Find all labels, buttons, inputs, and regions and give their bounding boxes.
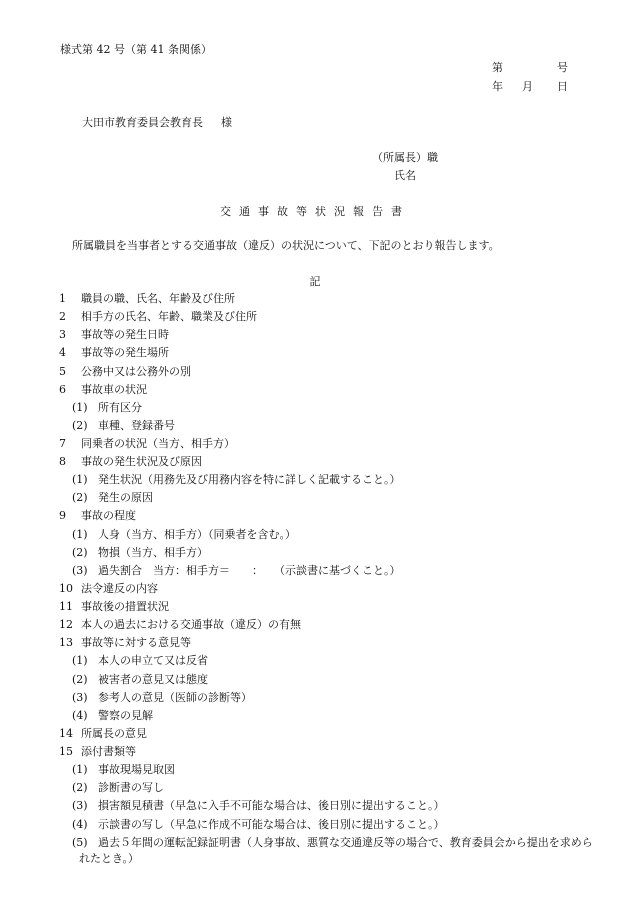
item-text: 事故等の発生日時	[81, 328, 169, 342]
item-number: (2)	[72, 781, 88, 795]
item-text: 事故後の措置状況	[81, 600, 169, 613]
item-text: 示談書の写し（早急に作成不可能な場合は、後日別に提出すること。）	[98, 817, 445, 831]
item-text: 参考人の意見（医師の診断等）	[98, 690, 252, 704]
item-number: (1)	[72, 654, 88, 668]
form-number: 様式第 42 号（第 41 条関係）	[60, 43, 212, 56]
item-text: 損害額見積書（早急に入手不可能な場合は、後日別に提出すること。）	[98, 799, 445, 813]
item-number: 8	[59, 455, 66, 469]
item-number: (2)	[72, 491, 88, 505]
item-number: 10	[59, 581, 73, 595]
item-number: (5)	[72, 835, 88, 849]
item-number: (1)	[72, 527, 88, 541]
item-number: 1	[59, 292, 66, 305]
item-text: 添付書類等	[81, 745, 136, 758]
item-text: 発生の原因	[98, 491, 153, 505]
item-number: (2)	[72, 545, 88, 559]
item-number: (2)	[72, 672, 88, 686]
item-text: 発生状況（用務先及び用務内容を特に詳しく記載すること。）	[98, 473, 401, 487]
item-text: 車種、登録番号	[98, 418, 175, 432]
item-number: 7	[59, 437, 66, 450]
item-number: (1)	[72, 400, 88, 414]
item-text: 警察の見解	[98, 708, 153, 722]
item-number: (3)	[72, 690, 88, 704]
item-number: (4)	[72, 708, 88, 722]
item-text: 所有区分	[98, 400, 142, 414]
sender-name-label: 氏名	[394, 169, 416, 182]
item-text: 相手方の氏名、年齢、職業及び住所	[81, 310, 257, 324]
item-text: 事故の発生状況及び原因	[81, 455, 202, 469]
item-text: 事故の程度	[81, 509, 136, 523]
item-text: 法令違反の内容	[81, 581, 158, 595]
number-suffix-label: 号	[557, 61, 568, 74]
item-text: 被害者の意見又は態度	[98, 672, 208, 686]
item-text: 診断書の写し	[98, 781, 164, 795]
item-15-5-continuation: れたとき。）	[79, 852, 140, 865]
item-number: 12	[59, 618, 73, 632]
intro-text: 所属職員を当事者とする交通事故（違反）の状況について、下記のとおり報告します。	[72, 239, 500, 252]
item-number: (1)	[72, 763, 88, 777]
item-text: 本人の過去における交通事故（違反）の有無	[81, 618, 301, 632]
item-number: 6	[59, 382, 66, 396]
item-text: 事故等の発生場所	[81, 346, 169, 360]
item-number: 3	[59, 328, 66, 342]
item-text: 事故現場見取図	[98, 763, 175, 777]
item-number: 2	[59, 310, 66, 324]
item-number: 15	[59, 745, 73, 758]
item-number: (1)	[72, 473, 88, 487]
item-text: 公務中又は公務外の別	[81, 364, 191, 378]
addressee-honorific: 様	[221, 116, 232, 129]
item-text: 過去５年間の運転記録証明書（人身事故、悪質な交通違反等の場合で、教育委員会から提出を求めら	[98, 835, 593, 849]
item-number: (3)	[72, 563, 88, 577]
month-label: 月	[522, 80, 533, 93]
sender-affiliation-label: （所属長）職	[372, 151, 438, 164]
addressee-name: 大田市教育委員会教育長	[82, 116, 203, 129]
item-number: 14	[59, 726, 73, 740]
item-text: 事故車の状況	[81, 382, 147, 396]
item-number: 13	[59, 636, 73, 650]
item-text: 物損（当方、相手方）	[98, 545, 208, 559]
number-label: 第	[492, 61, 503, 74]
item-number: 4	[59, 346, 66, 360]
item-number: (4)	[72, 817, 88, 831]
item-text: 本人の申立て又は反省	[98, 654, 208, 668]
year-label: 年	[492, 80, 503, 93]
item-number: 9	[59, 509, 66, 523]
item-text: 職員の職、氏名、年齢及び住所	[81, 292, 235, 305]
day-label: 日	[557, 80, 568, 93]
ki-heading: 記	[309, 275, 321, 288]
item-number: (2)	[72, 418, 88, 432]
item-number: 5	[59, 364, 66, 378]
item-text: 所属長の意見	[81, 726, 147, 740]
item-text: 同乗者の状況（当方、相手方）	[81, 437, 235, 450]
addressee	[82, 117, 232, 128]
document-title: 交通事故等状況報告書	[220, 205, 410, 218]
item-number: 11	[59, 600, 73, 613]
item-number: (3)	[72, 799, 88, 813]
item-text: 過失割合 当方：相手方＝ ： （示談書に基づくこと。）	[98, 563, 401, 577]
item-text: 人身（当方、相手方）（同乗者を含む。）	[98, 527, 296, 541]
item-text: 事故等に対する意見等	[81, 636, 191, 650]
